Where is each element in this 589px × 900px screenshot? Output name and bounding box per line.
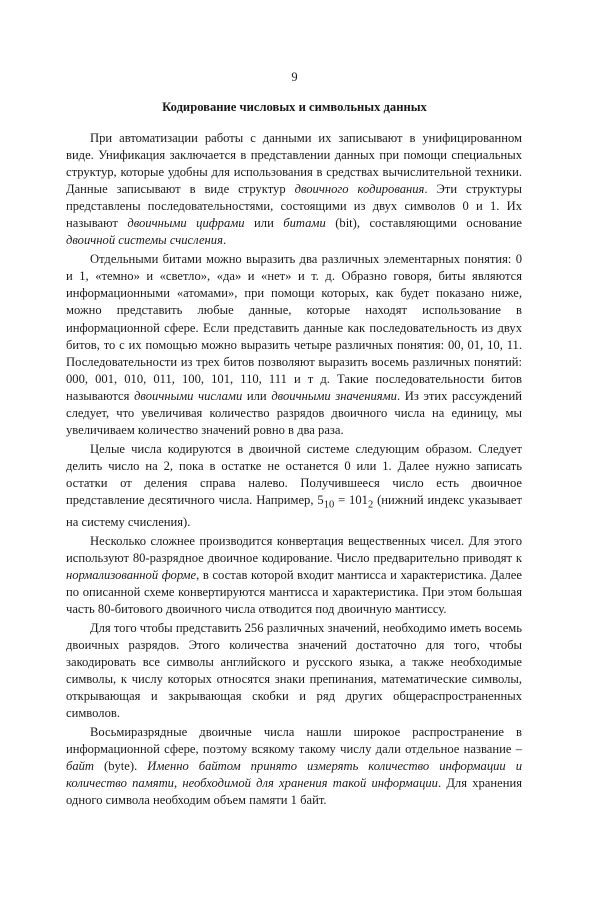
text-run: . [222, 233, 227, 248]
italic-term: двоичного кодирования [294, 182, 425, 197]
text-run: Целые числа кодируются в двоичной системе следующим образом. Следует делить число на 2, пока в остатке не останется 0 или 1. Далее нужно записать остатки от деления справа налево. Получившееся число есть двоичное представление десятичного числа. Например, 5 [66, 441, 522, 507]
italic-term: битами [283, 216, 326, 231]
text-run: (byte). [94, 759, 148, 774]
paragraph [66, 533, 522, 618]
text-run: Несколько сложнее производится конвертация вещественных чисел. Для этого используют 80-разрядное двоичное кодирование. Число предварительно приводят к [66, 533, 522, 565]
page-number: 9 [291, 70, 298, 84]
text-run: . Для хранения одного символа необходим объем памяти 1 байт. [66, 776, 522, 808]
text-run: Восьмиразрядные двоичные числа нашли широкое распространение в информационной сфере, поэтому всякому такому числу дали отдельное название – [66, 725, 522, 757]
italic-term: Именно байтом принято измерять количество информации и количество памяти, необходимой для хранения такой информации [66, 759, 522, 791]
text-run: = 101 [334, 492, 368, 507]
text-run: , в состав которой входит мантисса и характеристика. Далее по описанной схеме конвертируются мантисса и характеристика. При этом большая часть 80-битового двоичного числа отводится под двоичную мантиссу. [66, 567, 522, 616]
italic-term: двоичными значениями [271, 388, 397, 403]
text-run: . Эти структуры представлены последовательностями, состоящими из двух символов 0 и 1. Их называют [66, 182, 522, 231]
text-run: . Из этих рассуждений следует, что увеличивая количество разрядов двоичного числа на единицу, мы увеличиваем количество значений ровно в два раза. [66, 388, 523, 437]
paragraph [66, 724, 522, 809]
italic-term: двоичными цифрами [127, 216, 245, 231]
paragraph [66, 251, 522, 439]
paragraph [66, 130, 522, 249]
text-run: (bit), составляющими основание [325, 216, 523, 231]
italic-term: нормализованной форме [66, 567, 197, 582]
italic-term: двоичными числами [134, 388, 243, 403]
text-run: При автоматизации работы с данными их записывают в унифицированном виде. Унификация заключается в представлении данных при помощи специальных структур, которые удобны для использования в средствах вычислительной техники. Данные записывают в виде структур [66, 131, 522, 197]
subscript-text: 10 [323, 499, 335, 511]
text-run: или [242, 388, 272, 403]
italic-term: байт [66, 759, 95, 774]
subscript-text: 2 [367, 499, 374, 511]
text-run: Отдельными битами можно выразить два различных элементарных понятия: 0 и 1, «темно» и «светло», «да» и «нет» и т. д. Образно говоря, биты являются информационными «атомами», при помощи которых, как будет показано ниже, можно представить любые данные, которые находят использование в информационной сфере. Если представить данные как последовательность из двух битов, то с их помощью можно выразить четыре различных понятия: 00, 01, 10, 11. Последовательности из трех битов позволяют выразить восемь различных понятий: 000, 001, 010, 011, 100, 101, 110, 111 и т д. Такие последовательности битов называются [66, 252, 522, 403]
paragraph [66, 620, 522, 722]
paragraph [66, 441, 522, 531]
section-heading: Кодирование числовых и символьных данных [162, 100, 427, 114]
italic-term: двоичной системы счисления [66, 233, 223, 248]
text-run: Для того чтобы представить 256 различных значений, необходимо иметь восемь двоичных разрядов. Этого количества значений достаточно для того, чтобы закодировать все символы английского и русского языка, а также необходимые символы, к числу которых относятся знаки препинания, математические символы, открывающая и закрывающая скобки и ряд других общераспространенных символов. [66, 620, 522, 721]
body-text [66, 130, 522, 811]
text-run: (нижний индекс указывает на систему счисления). [66, 492, 522, 529]
text-run: или [244, 216, 284, 231]
